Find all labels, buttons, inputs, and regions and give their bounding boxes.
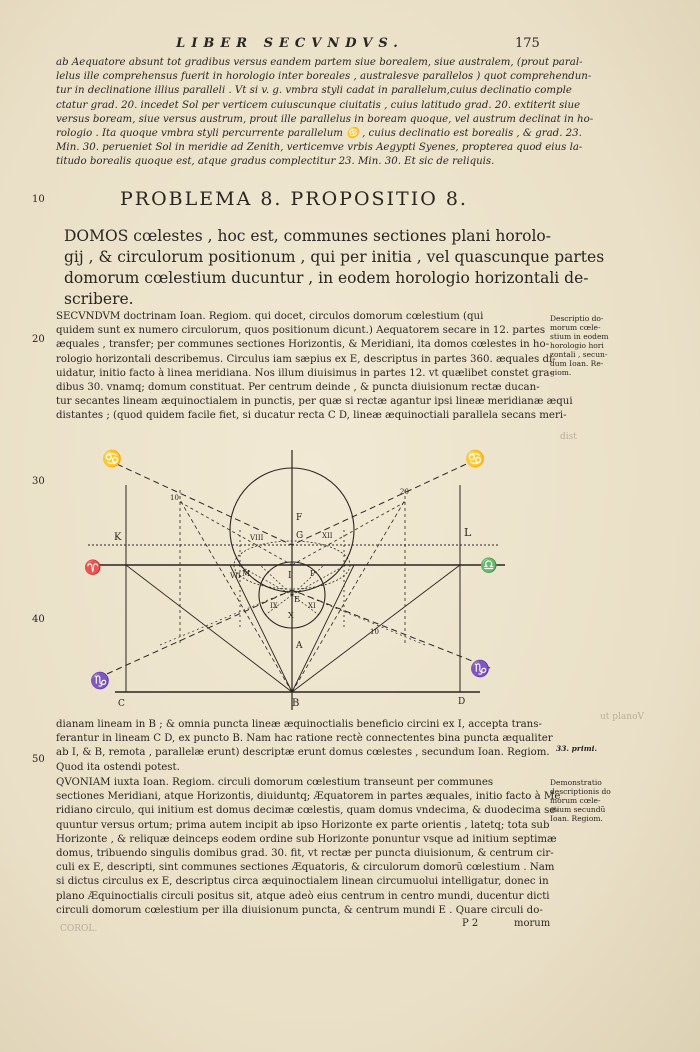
text-line: domus, tribuendo singulis domibus grad. 30. fit, vt rectæ per puncta diuisionum, & centrum cir- (56, 848, 554, 860)
text-line: circuli domorum cœlestium per illa diuisionum puncta, & centrum mundi E . Quare circuli do- (56, 904, 543, 916)
page-number: 175 (515, 36, 540, 51)
note-line: dum Ioan. Re- (550, 359, 604, 368)
capricorn-symbol-right: ♑ (470, 659, 490, 678)
text-line: QVONIAM iuxta Ioan. Regiom. circuli domorum cœlestium transeunt per communes (56, 777, 494, 788)
text-line: tur in declinatione illius paralleli . Vt si v. g. vmbra styli cadat in parallelum,cuius declinatio comple (56, 85, 572, 97)
note-line: Ioan. Regiom. (550, 814, 603, 823)
note-line: Descriptio do- (550, 314, 604, 323)
text-line: rologio . Ita quoque vmbra styli percurrente parallelum ♋ , cuius declinatio est borealis , & grad. 23. (56, 128, 582, 140)
text-line: sectiones Meridiani, atque Horizontis, diuiduntq; Æquatorem in partes æquales, initio facto à Me (56, 791, 561, 803)
note-line: zontali , secun- (550, 350, 608, 359)
side-note-description (550, 314, 620, 377)
show-through-text: COROL. (60, 924, 98, 934)
label-VIII: VIII (250, 534, 264, 542)
text-line: versus boream, siue versus austrum, prout ille parallelus in boream quoque, vel austrum declinat in ho- (56, 113, 594, 125)
note-line: morum cœle- (550, 323, 601, 332)
label-XI: XI (308, 602, 316, 610)
show-through-text: dist (560, 432, 577, 442)
label-I: I (288, 571, 292, 581)
text-line: quidem sunt ex numero circulorum, quos positionum dicunt.) Aequatorem secare in 12. partes (56, 325, 546, 337)
text-line: DOMOS cœlestes , hoc est, communes sectiones plani horolo- (64, 227, 551, 245)
label-K: K (114, 532, 122, 543)
text-line: tur secantes lineam æquinoctialem in punctis, per quæ si rectæ agantur ipsi lineæ meridianæ æqui (56, 396, 573, 408)
text-line: ab Aequatore absunt tot gradibus versus eandem partem siue borealem, siue australem, (prout paral- (56, 57, 583, 68)
margin-number-30: 30 (32, 476, 45, 487)
top-paragraph (56, 56, 594, 170)
note-line: stium in eodem (550, 332, 609, 341)
text-line: rologio horizontali describemus. Circulus iam sæpius ex E, descriptus in partes 360. æquales di- (56, 353, 556, 365)
text-line: lelus ille comprehensus fuerit in horologio inter boreales , australesve parallelos ) quot comprehendun- (56, 71, 592, 83)
note-line: descriptionis do (550, 787, 611, 796)
text-line: ctatur grad. 20. incedet Sol per verticem cuiuscunque ciuitatis , cuius latitudo grad. 20. extiterit siue (56, 99, 581, 111)
problem-heading: PROBLEMA 8. PROPOSITIO 8. (120, 188, 468, 210)
horizontal-dial-diagram (60, 430, 540, 720)
label-D: D (458, 697, 466, 707)
margin-number-40: 40 (32, 614, 45, 625)
note-line: stium secundũ (550, 805, 606, 814)
label-P: P (310, 569, 316, 578)
note-line: morum cœle- (550, 796, 601, 805)
cancer-symbol-right: ♋ (465, 449, 485, 468)
label-B: B (292, 698, 300, 709)
text-line: gij , & circulorum positionum , qui per initia , vel quascunque partes (64, 248, 605, 266)
margin-number-20: 20 (32, 334, 45, 345)
label-E: E (294, 595, 300, 604)
text-line: Min. 30. perueniet Sol in meridie ad Zenith, verticemve vrbis Aegypti Syenes, propterea quod eius la- (56, 142, 583, 154)
label-L: L (464, 526, 472, 539)
text-line: titudo borealis quoque est, atque gradus complectitur 23. Min. 30. Et sic de reliquis. (56, 156, 495, 168)
text-line: scribere. (64, 290, 134, 308)
text-line: dibus 30. vnamq; domum constituat. Per centrum deinde , & puncta diuisionum rectæ ducan- (56, 382, 540, 394)
signature-mark: P 2 (462, 918, 479, 929)
text-line: ridiano circulo, qui initium est domus decimæ cœlestis, quam domus vndecima, & duodecima se- (56, 805, 559, 817)
text-line: æquales , transfer; per communes sectiones Horizontis, & Meridiani, ita domos cœlestes in ho- (56, 339, 550, 351)
side-note-euclid: 33. primi. (556, 744, 598, 753)
capricorn-symbol-left: ♑ (90, 671, 110, 690)
label-A: A (296, 641, 303, 651)
label-IX: IX (270, 602, 278, 610)
label-M: M (242, 569, 251, 578)
margin-number-50: 50 (32, 754, 45, 765)
label-10-upper-left: 10 (170, 494, 179, 502)
proposition-statement (64, 226, 605, 310)
label-10-lower-right: 10 (370, 628, 379, 636)
note-line: Demonstratio (550, 778, 602, 787)
text-line: domorum cœlestium ducuntur , in eodem horologio horizontali de- (64, 269, 589, 287)
label-G: G (296, 531, 304, 541)
after-figure-paragraph (56, 718, 553, 775)
running-head: LIBER SECVNDVS. (176, 36, 404, 51)
text-line: quuntur versus ortum; prima autem incipit ab ipso Horizonte ex parte orientis , latetq; tota sub (56, 819, 550, 831)
side-note-demonstration (550, 778, 622, 823)
text-line: distantes ; (quod quidem facile fiet, si ducatur recta C D, lineæ æquinoctiali parallela secans meri- (56, 410, 567, 422)
label-X: X (288, 611, 294, 620)
text-line: SECVNDVM doctrinam Ioan. Regiom. qui docet, circulos domorum cœlestium (qui (56, 311, 484, 322)
cancer-symbol-left: ♋ (102, 449, 122, 468)
main-paragraph (56, 310, 573, 424)
text-line: dianam lineam in B ; & omnia puncta lineæ æquinoctialis beneficio circini ex I, accepta trans- (56, 719, 542, 730)
text-line: culi ex E, descripti, sint communes sectiones Æquatoris, & circulorum domorũ cœlestium . Nam (56, 862, 555, 874)
proof-paragraph (56, 776, 561, 918)
catchword: morum (514, 918, 551, 929)
label-F: F (296, 513, 303, 523)
text-line: ab I, & B, remota , parallelæ erunt) descriptæ erunt domus cœlestes , secundum Ioan. Regiom. (56, 747, 550, 759)
text-line: plano Æquinoctialis circuli positus sit, atque adeò eius centrum in centro mundi, ducentur dicti (56, 890, 550, 902)
label-C: C (118, 699, 125, 709)
text-line: si dictus circulus ex E, descriptus circa æquinoctialem linean circumuolui intelligatur, donec in (56, 876, 549, 888)
show-through-text: ut planoV (600, 712, 644, 722)
label-20-upper-right: 20 (400, 488, 409, 496)
note-line: giom. (550, 368, 572, 377)
text-line: uidatur, initio facto à linea meridiana. Nos illum diuisimus in partes 12. vt quælibet constet gra- (56, 367, 553, 379)
note-line: horologio hori (550, 341, 604, 350)
text-line: ferantur in lineam C D, ex puncto B. Nam hac ratione rectè connectentes bina puncta æqualiter (56, 733, 553, 745)
label-XII: XII (322, 532, 333, 540)
text-line: Horizonte , & reliquæ deinceps eodem ordine sub Horizonte ponuntur vsque ad initium septimæ (56, 833, 557, 845)
text-line: Quod ita ostendi potest. (56, 761, 180, 773)
aries-symbol-left: ♈ (84, 560, 102, 576)
label-VII: VII (230, 572, 241, 580)
libra-symbol-right: ♎ (480, 558, 498, 574)
margin-number-10: 10 (32, 194, 45, 205)
